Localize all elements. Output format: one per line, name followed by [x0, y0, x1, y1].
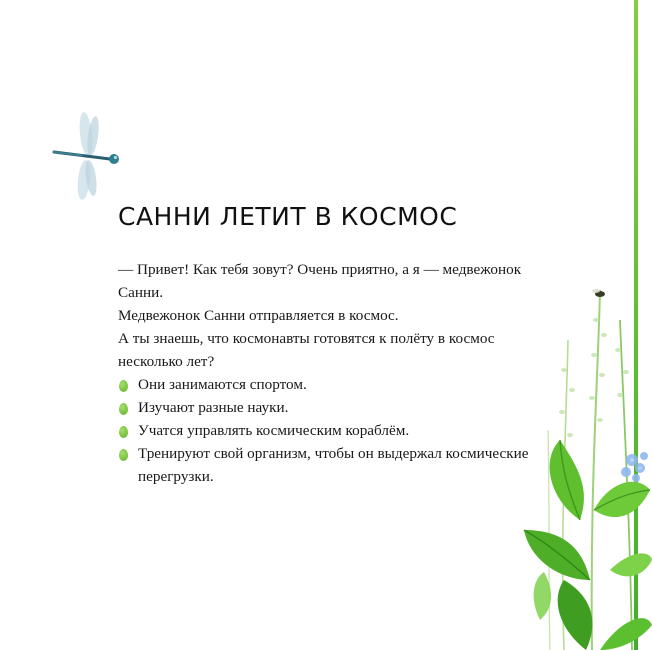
page-title: САННИ ЛЕТИТ В КОСМОС	[118, 202, 458, 231]
bullet-dot-icon	[119, 426, 128, 438]
bullet-list	[118, 373, 538, 488]
greeting-paragraph: — Привет! Как тебя зовут? Очень приятно, а я — медвежонок Санни.	[118, 261, 522, 301]
list-item	[118, 442, 538, 488]
question-paragraph: А ты знаешь, что космонавты готовятся к полёту в космос несколько лет?	[118, 330, 495, 370]
bullet-text: Тренируют свой организм, чтобы он выдержал космические перегрузки.	[138, 445, 529, 485]
list-item	[118, 373, 538, 396]
bullet-text: Учатся управлять космическим кораблём.	[138, 422, 410, 439]
list-item	[118, 396, 538, 419]
plants-illustration-icon	[520, 280, 652, 650]
dragonfly-icon	[52, 112, 124, 202]
bullet-dot-icon	[119, 449, 128, 461]
bullet-dot-icon	[119, 403, 128, 415]
body-text	[118, 258, 538, 488]
bullet-dot-icon	[119, 380, 128, 392]
intro-paragraph: Медвежонок Санни отправляется в космос.	[118, 307, 399, 324]
bullet-text: Изучают разные науки.	[138, 399, 289, 416]
bullet-text: Они занимаются спортом.	[138, 376, 307, 393]
list-item	[118, 419, 538, 442]
